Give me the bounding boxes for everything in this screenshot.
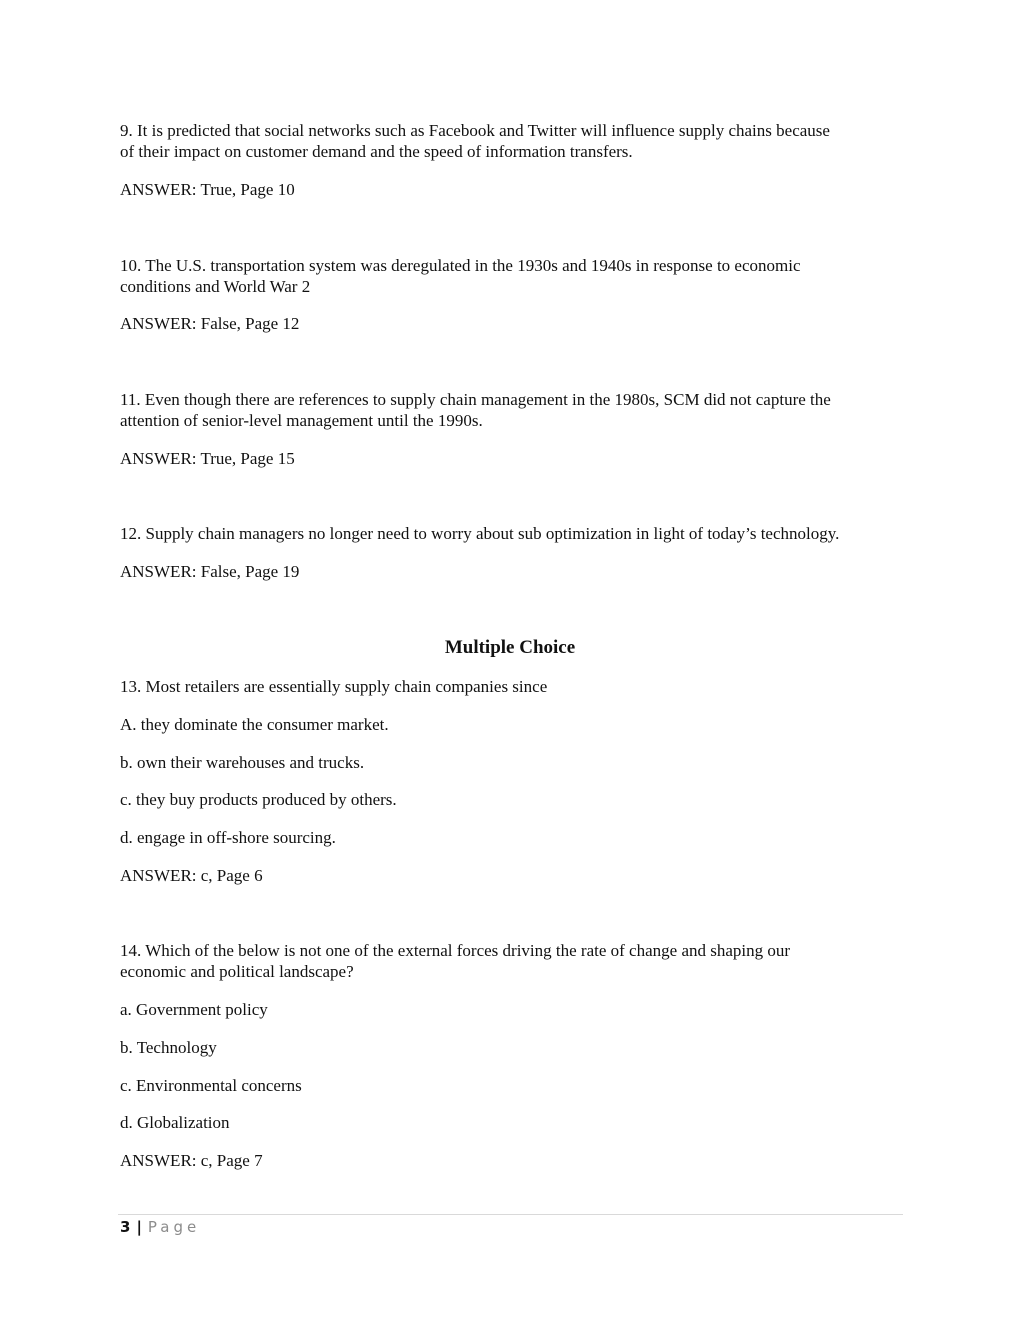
question-14-option-c: c. Environmental concerns bbox=[120, 1076, 302, 1095]
question-10-line-1: 10. The U.S. transportation system was deregulated in the 1930s and 1940s in response to economic bbox=[120, 256, 801, 275]
question-13-option-c: c. they buy products produced by others. bbox=[120, 790, 397, 809]
question-11-answer: ANSWER: True, Page 15 bbox=[120, 449, 295, 468]
question-10-line-2: conditions and World War 2 bbox=[120, 277, 311, 296]
question-9-line-1: 9. It is predicted that social networks such as Facebook and Twitter will influence supply chains because bbox=[120, 121, 830, 140]
question-10-answer: ANSWER: False, Page 12 bbox=[120, 314, 300, 333]
question-13-option-a: A. they dominate the consumer market. bbox=[120, 715, 389, 734]
question-11-line-2: attention of senior-level management until the 1990s. bbox=[120, 411, 483, 430]
page-label: Page bbox=[147, 1218, 201, 1236]
footer-divider bbox=[118, 1214, 903, 1215]
question-13-option-b: b. own their warehouses and trucks. bbox=[120, 753, 365, 772]
question-14-answer: ANSWER: c, Page 7 bbox=[120, 1151, 263, 1170]
question-14-option-b: b. Technology bbox=[120, 1038, 217, 1057]
question-12-line-1: 12. Supply chain managers no longer need to worry about sub optimization in light of today’s technology. bbox=[120, 524, 840, 543]
question-14-option-d: d. Globalization bbox=[120, 1113, 230, 1132]
section-heading: Multiple Choice bbox=[444, 637, 576, 658]
question-14-option-a: a. Government policy bbox=[120, 1000, 268, 1019]
page-number: 3 bbox=[120, 1218, 131, 1236]
question-13-answer: ANSWER: c, Page 6 bbox=[120, 866, 263, 885]
question-14-line-1: 14. Which of the below is not one of the external forces driving the rate of change and shaping our bbox=[120, 941, 791, 960]
question-11-line-1: 11. Even though there are references to supply chain management in the 1980s, SCM did not capture the bbox=[120, 390, 831, 409]
question-9-answer: ANSWER: True, Page 10 bbox=[120, 180, 295, 199]
question-12-answer: ANSWER: False, Page 19 bbox=[120, 562, 300, 581]
question-13-line-1: 13. Most retailers are essentially supply chain companies since bbox=[120, 677, 548, 696]
question-9-line-2: of their impact on customer demand and the speed of information transfers. bbox=[120, 142, 633, 161]
question-14-line-2: economic and political landscape? bbox=[120, 962, 354, 981]
question-13-option-d: d. engage in off-shore sourcing. bbox=[120, 828, 336, 847]
page-footer bbox=[120, 1217, 200, 1237]
footer-separator: | bbox=[136, 1218, 142, 1236]
